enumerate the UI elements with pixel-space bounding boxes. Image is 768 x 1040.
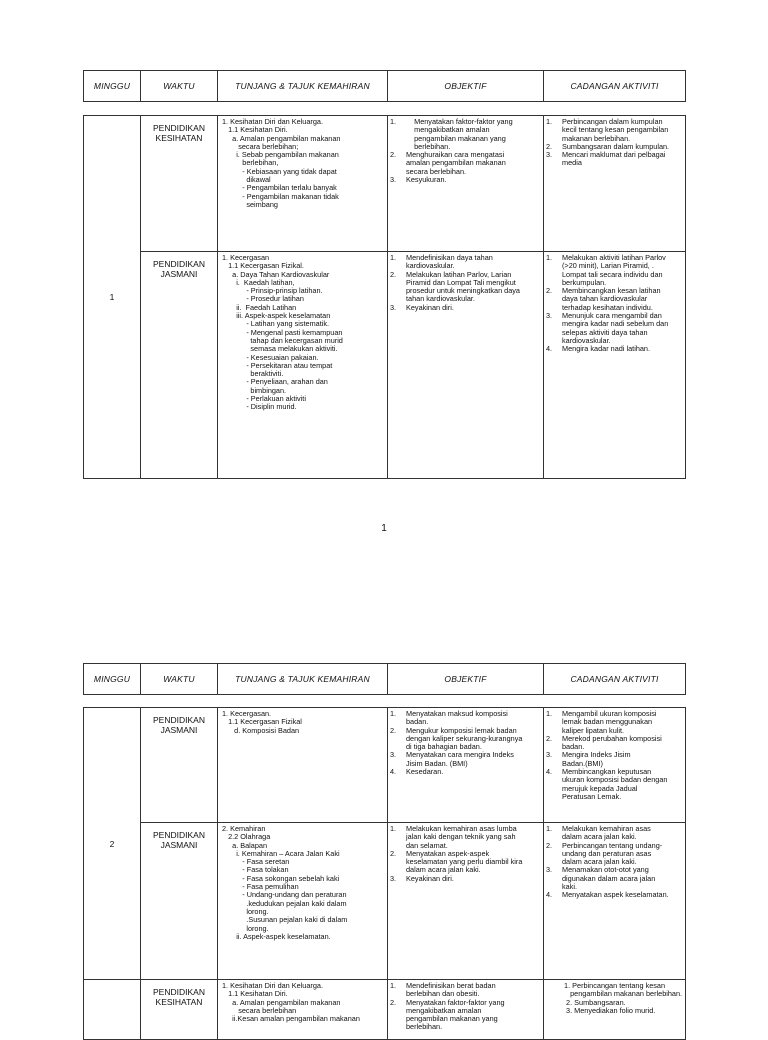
- list-item: [546, 1007, 682, 1015]
- week-number: 1: [84, 116, 141, 479]
- header-objektif: OBJEKTIF: [388, 71, 544, 102]
- page2-header-table: [83, 663, 686, 695]
- item-number: 2.: [546, 733, 553, 743]
- area-cell: [141, 252, 218, 479]
- topic-line: - Fasa sokongan sebelah kaki: [222, 874, 340, 883]
- item-text: Membincangkan keputusan ukuran komposisi badan dengan merujuk kepada Jadual Peratusan Lemak.: [562, 767, 668, 801]
- item-text: Melakukan kemahiran asas dalam acara jalan kaki.: [562, 824, 651, 842]
- topic-line: - Pengambilan terlalu banyak: [222, 184, 337, 193]
- activity-cell: [544, 708, 686, 823]
- item-text: Menunjuk cara mengambil dan mengira kadar nadi sebelum dan selepas aktiviti daya tahan kardiovaskular.: [562, 311, 669, 345]
- item-number: 2.: [390, 997, 397, 1007]
- topic-line: tahap dan kecergasan murid: [222, 336, 343, 345]
- topic-line: d. Komposisi Badan: [222, 726, 300, 735]
- topic-line: - Penyeliaan, arahan dan: [222, 378, 328, 387]
- area-line: JASMANI: [160, 725, 198, 735]
- item-text: Mencari maklumat dari pelbagai media: [562, 150, 666, 168]
- header-minggu: MINGGU: [84, 71, 141, 102]
- item-number: 2.: [546, 286, 553, 296]
- topic-line: .Susunan pejalan kaki di dalam: [222, 916, 348, 925]
- topic-cell: [218, 823, 388, 980]
- topic-line: i. Kemahiran – Acara Jalan Kaki: [222, 849, 340, 858]
- item-number: 4.: [546, 767, 553, 777]
- item-text: 2. Sumbangsaran.: [562, 997, 626, 1007]
- area-line: KESIHATAN: [155, 133, 203, 143]
- item-number: 3.: [390, 302, 397, 312]
- item-number: 1.: [546, 709, 553, 718]
- topic-line: - Prinsip-prinsip latihan.: [222, 287, 323, 296]
- topic-line: - Kebiasaan yang tidak dapat: [222, 167, 337, 176]
- topic-line: 1. Kesihatan Diri dan Keluarga.: [222, 982, 324, 990]
- item-number: 1.: [390, 117, 397, 126]
- topic-line: - Mengenal pasti kemampuan: [222, 328, 343, 337]
- topic-line: .kedudukan pejalan kaki dalam: [222, 899, 347, 908]
- list-item: [546, 866, 682, 891]
- item-text: Menyatakan faktor-faktor yang mengakibatkan amalan pengambilan makanan yang berlebihan.: [406, 997, 505, 1032]
- topic-line: 1.1 Kesihatan Diri.: [222, 990, 288, 999]
- item-text: Melakukan kemahiran asas lumba jalan kaki dengan teknik yang sah dan selamat.: [406, 824, 517, 850]
- topic-line: i. Sebab pengambilan makanan: [222, 151, 339, 160]
- item-text: Mendefinisikan daya tahan kardiovaskular.: [406, 253, 493, 271]
- item-number: 3.: [390, 750, 397, 760]
- page2-body-table: [83, 707, 686, 1040]
- list-item: [546, 118, 682, 143]
- topic-line: ii.Kesan amalan pengambilan makanan: [222, 1015, 360, 1024]
- list-item: [390, 254, 540, 271]
- item-number: 1.: [390, 253, 397, 262]
- item-text: Keyakinan diri.: [406, 873, 454, 883]
- item-text: Mengira Indeks Jisim Badan.(BMI): [562, 750, 631, 768]
- topic-line: 2.2 Olahraga: [222, 833, 271, 842]
- item-number: [546, 999, 562, 1007]
- topic-line: a. Amalan pengambilan makanan: [222, 134, 341, 143]
- item-text: Keyakinan diri.: [406, 302, 454, 312]
- topic-line: a. Amalan pengambilan makanan: [222, 998, 341, 1007]
- item-number: 1.: [390, 981, 397, 990]
- item-number: 1.: [546, 253, 553, 262]
- list-item: [390, 727, 540, 752]
- topic-line: secara berlebihan: [222, 1006, 297, 1015]
- topic-line: lorong.: [222, 907, 269, 916]
- area-line: PENDIDIKAN: [153, 259, 205, 269]
- topic-line: 1.1 Kesihatan Diri.: [222, 126, 288, 135]
- topic-line: a. Balapan: [222, 841, 268, 850]
- area-line: PENDIDIKAN: [153, 987, 205, 997]
- week-number: 2: [84, 708, 141, 980]
- list-item: [390, 118, 540, 151]
- item-text: 3. Menyediakan folio murid.: [562, 1005, 656, 1015]
- topic-cell: [218, 708, 388, 823]
- topic-line: - Perlakuan aktiviti: [222, 395, 306, 404]
- activity-cell: [544, 252, 686, 479]
- list-item: [546, 768, 682, 801]
- topic-line: bimbingan.: [222, 386, 287, 395]
- topic-line: berlebihan,: [222, 159, 279, 168]
- topic-line: i. Kaedah latihan,: [222, 278, 295, 287]
- item-text: Menghuraikan cara mengatasi amalan pengambilan makanan secara berlebihan.: [406, 150, 506, 176]
- list-item: [390, 271, 540, 304]
- item-number: 3.: [390, 175, 397, 185]
- item-number: 2.: [390, 269, 397, 279]
- topic-line: 1.1 Kecergasan Fizikal: [222, 718, 302, 727]
- list-item: [546, 982, 682, 999]
- list-item: [546, 254, 682, 287]
- topic-line: ii. Faedah Latihan: [222, 303, 297, 312]
- item-text: Kesyukuran.: [406, 175, 447, 185]
- item-text: Sumbangsaran dalam kumpulan.: [562, 141, 670, 151]
- objective-cell: [388, 708, 544, 823]
- list-item: [390, 151, 540, 176]
- list-item: [546, 710, 682, 735]
- item-text: Menyatakan aspek-aspek keselamatan yang perlu diambil kira dalam acara jalan kaki.: [406, 848, 523, 875]
- activity-cell: [544, 116, 686, 252]
- header-waktu: WAKTU: [141, 664, 218, 695]
- list-item: [390, 304, 540, 312]
- item-number: 2.: [546, 840, 553, 850]
- page-number: 1: [381, 523, 387, 534]
- topic-cell: [218, 116, 388, 252]
- topic-line: - Fasa tolakan: [222, 866, 289, 875]
- item-text: Melakukan latihan Parlov, Larian Piramid dan Lompat Tali mengikut prosedur untuk meningkatkan daya tahan kardiovaskular.: [406, 269, 520, 304]
- header-tunjang: TUNJANG & TAJUK KEMAHIRAN: [218, 71, 388, 102]
- item-number: 1.: [390, 709, 397, 718]
- topic-line: dikawal: [222, 176, 271, 185]
- item-text: Mendefinisikan berat badan berlebihan dan obesiti.: [406, 981, 496, 999]
- item-number: 4.: [546, 344, 553, 354]
- item-number: 1.: [390, 824, 397, 833]
- header-objektif: OBJEKTIF: [388, 664, 544, 695]
- list-item: [390, 875, 540, 883]
- list-item: [546, 151, 682, 168]
- area-line: PENDIDIKAN: [153, 830, 205, 840]
- topic-line: - Pengambilan makanan tidak: [222, 192, 339, 201]
- topic-cell: [218, 252, 388, 479]
- item-text: Perbincangan tentang undang- undang dan peraturan asas dalam acara jalan kaki.: [562, 840, 663, 867]
- header-aktiviti: CADANGAN AKTIVITI: [544, 71, 686, 102]
- area-line: KESIHATAN: [155, 997, 203, 1007]
- area-line: PENDIDIKAN: [153, 715, 205, 725]
- list-item: [546, 751, 682, 768]
- item-number: [546, 1007, 562, 1015]
- item-text: Mengira kadar nadi latihan.: [562, 344, 651, 354]
- topic-line: 1. Kecergasan.: [222, 710, 272, 718]
- item-text: Merekod perubahan komposisi badan.: [562, 733, 662, 752]
- topic-line: - Fasa pemulihan: [222, 883, 299, 892]
- area-line: PENDIDIKAN: [153, 123, 205, 133]
- item-number: 2.: [390, 848, 397, 858]
- topic-line: - Prosedur latihan: [222, 295, 304, 304]
- week-number-empty: [84, 980, 141, 1040]
- list-item: [546, 345, 682, 353]
- header-minggu: MINGGU: [84, 664, 141, 695]
- area-cell: [141, 823, 218, 980]
- list-item: [546, 842, 682, 867]
- area-cell: [141, 116, 218, 252]
- topic-line: - Fasa seretan: [222, 858, 290, 867]
- list-item: [390, 710, 540, 727]
- item-text: Mengukur komposisi lemak badan dengan kaliper sekurang-kurangnya di tiga bahagian badan.: [406, 725, 523, 752]
- area-cell: [141, 708, 218, 823]
- item-number: [546, 982, 562, 999]
- topic-cell: [218, 980, 388, 1040]
- list-item: [390, 751, 540, 768]
- objective-cell: [388, 252, 544, 479]
- item-text: Mengambil ukuran komposisi lemak badan menggunakan kaliper lipatan kulit.: [562, 709, 657, 735]
- header-tunjang: TUNJANG & TAJUK KEMAHIRAN: [218, 664, 388, 695]
- topic-line: lorong.: [222, 924, 269, 933]
- item-text: Menamakan otot-otot yang digunakan dalam acara jalan kaki.: [562, 865, 656, 892]
- activity-cell: [544, 823, 686, 980]
- item-number: 1.: [546, 117, 553, 126]
- area-cell: [141, 980, 218, 1040]
- objective-cell: [388, 116, 544, 252]
- topic-line: a. Daya Tahan Kardiovaskular: [222, 270, 330, 279]
- list-item: [546, 891, 682, 899]
- topic-line: 2. Kemahiran: [222, 825, 266, 833]
- list-item: [390, 982, 540, 999]
- list-item: [546, 287, 682, 312]
- topic-line: seimbang: [222, 200, 278, 209]
- item-text: Kesedaran.: [406, 767, 444, 777]
- topic-line: 1.1 Kecergasan Fizikal.: [222, 262, 304, 271]
- item-text: Melakukan aktiviti latihan Parlov (>20 minit), Larian Piramid, . Lompat tali secara individu dan berkumpulan.: [562, 253, 666, 287]
- topic-line: ii. Aspek-aspek keselamatan.: [222, 932, 331, 941]
- area-line: JASMANI: [160, 840, 198, 850]
- item-number: 1.: [546, 824, 553, 833]
- item-text: Menyatakan maksud komposisi badan.: [406, 709, 508, 727]
- item-text: Menyatakan faktor-faktor yang mengakibatkan amalan pengambilan makanan yang berlebihan.: [414, 117, 513, 151]
- objective-cell: [388, 980, 544, 1040]
- item-text: Menyatakan cara mengira Indeks Jisim Badan. (BMI): [406, 750, 514, 768]
- item-number: 3.: [546, 865, 553, 875]
- item-number: 3.: [546, 150, 553, 160]
- area-line: JASMANI: [160, 269, 198, 279]
- list-item: [546, 735, 682, 752]
- item-number: 2.: [390, 725, 397, 735]
- topic-line: - Undang-undang dan peraturan: [222, 891, 347, 900]
- activity-cell: [544, 980, 686, 1040]
- page1-body-table: [83, 115, 686, 479]
- topic-line: semasa melakukan aktiviti.: [222, 345, 338, 354]
- item-text: Perbincangan dalam kumpulan kecil tentang kesan pengambilan makanan berlebihan.: [562, 117, 669, 143]
- header-waktu: WAKTU: [141, 71, 218, 102]
- item-text: Menyatakan aspek keselamatan.: [562, 890, 669, 900]
- topic-line: - Kesesuaian pakaian.: [222, 353, 319, 362]
- item-number: 3.: [546, 311, 553, 321]
- objective-cell: [388, 823, 544, 980]
- list-item: [390, 999, 540, 1032]
- item-number: 3.: [390, 873, 397, 883]
- list-item: [390, 768, 540, 776]
- item-number: 4.: [390, 767, 397, 777]
- item-number: 4.: [546, 890, 553, 900]
- topic-line: 1. Kesihatan Diri dan Keluarga.: [222, 118, 324, 126]
- topic-line: beraktiviti.: [222, 370, 284, 379]
- item-text: Membincangkan kesan latihan daya tahan kardiovaskular terhadap kesihatan individu.: [562, 286, 661, 312]
- list-item: [546, 825, 682, 842]
- topic-line: 1. Kecergasan: [222, 254, 270, 262]
- topic-line: iii. Aspek-aspek keselamatan: [222, 312, 331, 321]
- topic-line: secara berlebihan;: [222, 142, 299, 151]
- item-number: 2.: [390, 150, 397, 160]
- item-text: 1. Perbincangan tentang kesan pengambilan makanan berlebihan.: [564, 981, 683, 999]
- list-item: [390, 176, 540, 184]
- list-item: [546, 312, 682, 345]
- topic-line: - Latihan yang sistematik.: [222, 320, 330, 329]
- item-number: 2.: [546, 141, 553, 151]
- item-number: 3.: [546, 750, 553, 760]
- page1-header-table: [83, 70, 686, 102]
- topic-line: - Persekitaran atau tempat: [222, 361, 333, 370]
- header-aktiviti: CADANGAN AKTIVITI: [544, 664, 686, 695]
- list-item: [390, 850, 540, 875]
- topic-line: - Disiplin murid.: [222, 403, 297, 412]
- list-item: [390, 825, 540, 850]
